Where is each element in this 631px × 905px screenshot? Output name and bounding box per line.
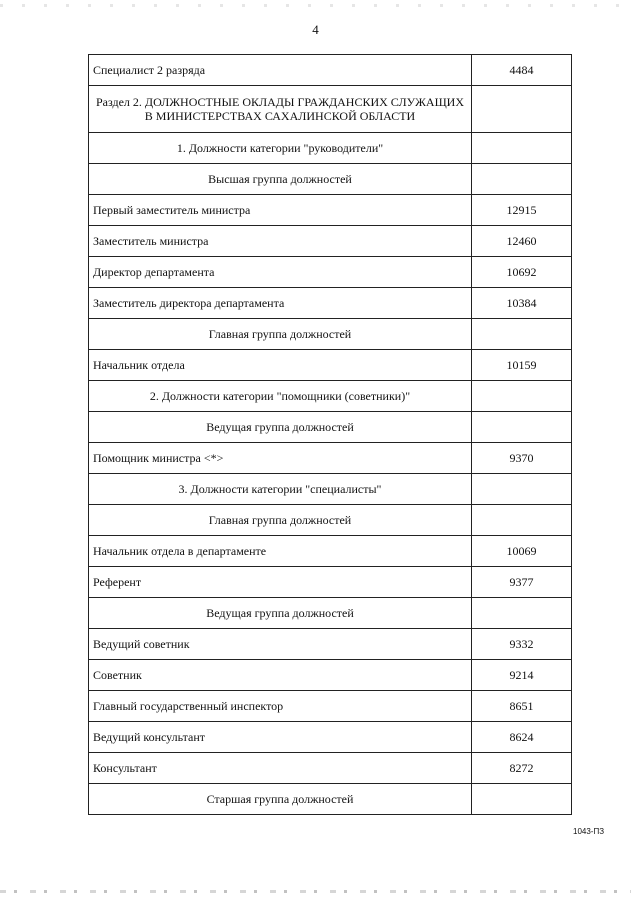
section-heading: 3. Должности категории "специалисты" bbox=[89, 474, 472, 505]
salary-value: 12915 bbox=[472, 195, 572, 226]
section-heading: Ведущая группа должностей bbox=[89, 412, 472, 443]
table-heading-row bbox=[89, 86, 572, 133]
table-row bbox=[89, 443, 572, 474]
table-row bbox=[89, 629, 572, 660]
position-name: Ведущий консультант bbox=[89, 722, 472, 753]
salary-value: 9332 bbox=[472, 629, 572, 660]
position-name: Консультант bbox=[89, 753, 472, 784]
salary-value: 10692 bbox=[472, 257, 572, 288]
table-row bbox=[89, 753, 572, 784]
salary-value bbox=[472, 133, 572, 164]
salary-value bbox=[472, 598, 572, 629]
table-heading-row bbox=[89, 133, 572, 164]
position-name: Ведущий советник bbox=[89, 629, 472, 660]
section-heading: 1. Должности категории "руководители" bbox=[89, 133, 472, 164]
salary-value: 9377 bbox=[472, 567, 572, 598]
table-heading-row bbox=[89, 598, 572, 629]
salary-value: 4484 bbox=[472, 55, 572, 86]
salary-value bbox=[472, 412, 572, 443]
salary-value: 10384 bbox=[472, 288, 572, 319]
table-row bbox=[89, 288, 572, 319]
salary-table-body bbox=[89, 55, 572, 815]
salary-value: 8272 bbox=[472, 753, 572, 784]
position-name: Заместитель директора департамента bbox=[89, 288, 472, 319]
table-heading-row bbox=[89, 474, 572, 505]
salary-value: 8651 bbox=[472, 691, 572, 722]
table-row bbox=[89, 257, 572, 288]
salary-value bbox=[472, 86, 572, 133]
table-row bbox=[89, 226, 572, 257]
table-row bbox=[89, 691, 572, 722]
position-name: Референт bbox=[89, 567, 472, 598]
table-row bbox=[89, 660, 572, 691]
salary-value: 10069 bbox=[472, 536, 572, 567]
position-name: Директор департамента bbox=[89, 257, 472, 288]
section-heading: Раздел 2. ДОЛЖНОСТНЫЕ ОКЛАДЫ ГРАЖДАНСКИХ СЛУЖАЩИХ В МИНИСТЕРСТВАХ САХАЛИНСКОЙ ОБЛАСТИ bbox=[89, 86, 472, 133]
salary-value bbox=[472, 164, 572, 195]
table-row bbox=[89, 195, 572, 226]
table-row bbox=[89, 722, 572, 753]
table-row bbox=[89, 536, 572, 567]
table-row bbox=[89, 567, 572, 598]
salary-value: 9370 bbox=[472, 443, 572, 474]
position-name: Советник bbox=[89, 660, 472, 691]
salary-value: 10159 bbox=[472, 350, 572, 381]
salary-value: 9214 bbox=[472, 660, 572, 691]
position-name: Помощник министра <*> bbox=[89, 443, 472, 474]
salary-value bbox=[472, 505, 572, 536]
table-heading-row bbox=[89, 164, 572, 195]
page-number: 4 bbox=[312, 22, 319, 37]
section-heading: Главная группа должностей bbox=[89, 319, 472, 350]
salary-value: 8624 bbox=[472, 722, 572, 753]
salary-value bbox=[472, 474, 572, 505]
section-heading: Главная группа должностей bbox=[89, 505, 472, 536]
table-heading-row bbox=[89, 319, 572, 350]
position-name: Специалист 2 разряда bbox=[89, 55, 472, 86]
scan-artifact-bottom bbox=[0, 890, 631, 893]
salary-value: 12460 bbox=[472, 226, 572, 257]
position-name: Главный государственный инспектор bbox=[89, 691, 472, 722]
salary-value bbox=[472, 784, 572, 815]
table-heading-row bbox=[89, 505, 572, 536]
salary-value bbox=[472, 319, 572, 350]
position-name: Начальник отдела bbox=[89, 350, 472, 381]
section-heading: 2. Должности категории "помощники (советники)" bbox=[89, 381, 472, 412]
position-name: Начальник отдела в департаменте bbox=[89, 536, 472, 567]
table-row bbox=[89, 55, 572, 86]
scan-artifact-top bbox=[0, 4, 631, 7]
table-heading-row bbox=[89, 784, 572, 815]
section-heading: Старшая группа должностей bbox=[89, 784, 472, 815]
table-row bbox=[89, 350, 572, 381]
table-heading-row bbox=[89, 412, 572, 443]
table-heading-row bbox=[89, 381, 572, 412]
document-code: 1043-ПЗ bbox=[573, 827, 605, 836]
section-heading: Ведущая группа должностей bbox=[89, 598, 472, 629]
section-heading: Высшая группа должностей bbox=[89, 164, 472, 195]
salary-table bbox=[88, 54, 572, 815]
salary-value bbox=[472, 381, 572, 412]
position-name: Первый заместитель министра bbox=[89, 195, 472, 226]
position-name: Заместитель министра bbox=[89, 226, 472, 257]
